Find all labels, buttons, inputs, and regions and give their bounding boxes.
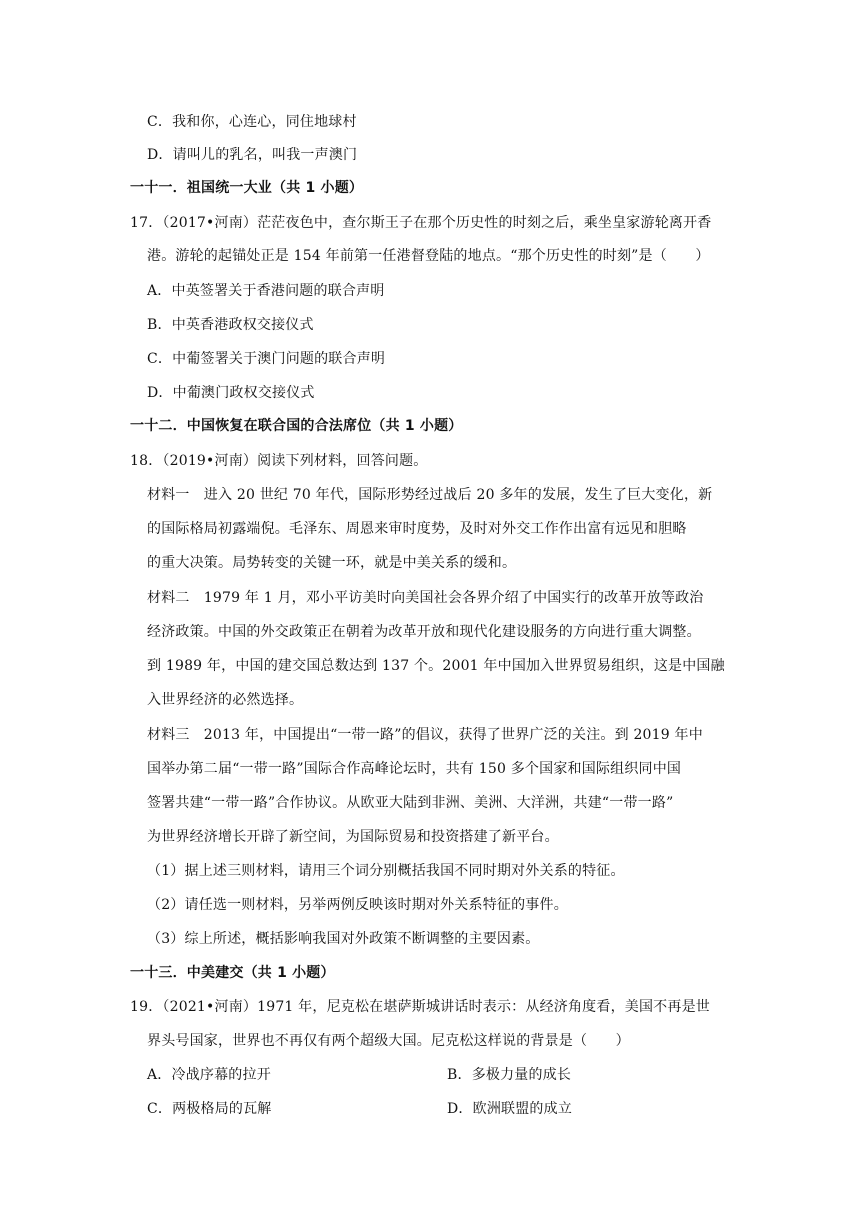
section-heading-12: 一十二．中国恢复在联合国的合法席位（共 1 小题） <box>130 418 463 434</box>
q18-material3-line3: 签署共建“一带一路”合作协议。从欧亚大陆到非洲、美洲、大洋洲，共建“一带一路” <box>147 795 674 811</box>
q18-material2-line3: 到 1989 年，中国的建交国总数达到 137 个。2001 年中国加入世界贸易组织，这是中国融 <box>147 658 725 674</box>
q18-material3-line4: 为世界经济增长开辟了新空间，为国际贸易和投资搭建了新平台。 <box>147 829 559 845</box>
q18-material1-line1: 材料一 进入 20 世纪 70 年代，国际形势经过战后 20 多年的发展，发生了巨大变化，新 <box>147 487 713 503</box>
q18-subquestion-3: （3）综上所述，概括影响我国对外政策不断调整的主要因素。 <box>147 931 540 947</box>
prev-option-d: D．请叫儿的乳名，叫我一声澳门 <box>147 147 358 163</box>
q18-material2-line2: 经济政策。中国的外交政策正在朝着为改革开放和现代化建设服务的方向进行重大调整。 <box>147 624 701 640</box>
q17-stem-line1: 17．（2017•河南）茫茫夜色中，查尔斯王子在那个历史性的时刻之后，乘坐皇家游轮离开香 <box>130 215 712 231</box>
q18-material1-line2: 的国际格局初露端倪。毛泽东、周恩来审时度势，及时对外交工作作出富有远见和胆略 <box>147 521 687 537</box>
q17-option-c: C．中葡签署关于澳门问题的联合声明 <box>147 351 386 367</box>
q19-option-a: A．冷战序幕的拉开 <box>147 1067 271 1083</box>
q19-stem-line2: 界头号国家，世界也不再仅有两个超级大国。尼克松这样说的背景是（ ） <box>147 1033 630 1049</box>
section-heading-11: 一十一．祖国统一大业（共 1 小题） <box>130 180 364 196</box>
q19-option-b: B．多极力量的成长 <box>447 1067 572 1083</box>
q18-material1-line3: 的重大决策。局势转变的关键一环，就是中美关系的缓和。 <box>147 555 517 571</box>
q18-material2-line4: 入世界经济的必然选择。 <box>147 692 304 708</box>
q17-option-d: D．中葡澳门政权交接仪式 <box>147 385 315 401</box>
q18-subquestion-1: （1）据上述三则材料，请用三个词分别概括我国不同时期对外关系的特征。 <box>147 863 625 879</box>
q18-material2-line1: 材料二 1979 年 1 月，邓小平访美时向美国社会各界介绍了中国实行的改革开放等政治 <box>147 590 704 606</box>
q18-subquestion-2: （2）请任选一则材料，另举两例反映该时期对外关系特征的事件。 <box>147 897 568 913</box>
q18-stem: 18．（2019•河南）阅读下列材料，回答问题。 <box>130 453 428 469</box>
q19-option-c: C．两极格局的瓦解 <box>147 1101 272 1117</box>
prev-option-c: C．我和你，心连心，同住地球村 <box>147 114 357 130</box>
q19-option-d: D．欧洲联盟的成立 <box>447 1101 573 1117</box>
q18-material3-line2: 国举办第二届“一带一路”国际合作高峰论坛时，共有 150 多个国家和国际组织同中国 <box>147 761 682 777</box>
q17-option-b: B．中英香港政权交接仪式 <box>147 317 314 333</box>
q17-stem-line2: 港。游轮的起锚处正是 154 年前第一任港督登陆的地点。“那个历史性的时刻”是（ ） <box>147 248 710 264</box>
q17-option-a: A．中英签署关于香港问题的联合声明 <box>147 283 385 299</box>
section-heading-13: 一十三．中美建交（共 1 小题） <box>130 965 335 981</box>
q19-stem-line1: 19．（2021•河南）1971 年，尼克松在堪萨斯城讲话时表示：从经济角度看，美国不再是世 <box>130 999 710 1015</box>
q18-material3-line1: 材料三 2013 年，中国提出“一带一路”的倡议，获得了世界广泛的关注。到 2019 年中 <box>147 727 703 743</box>
